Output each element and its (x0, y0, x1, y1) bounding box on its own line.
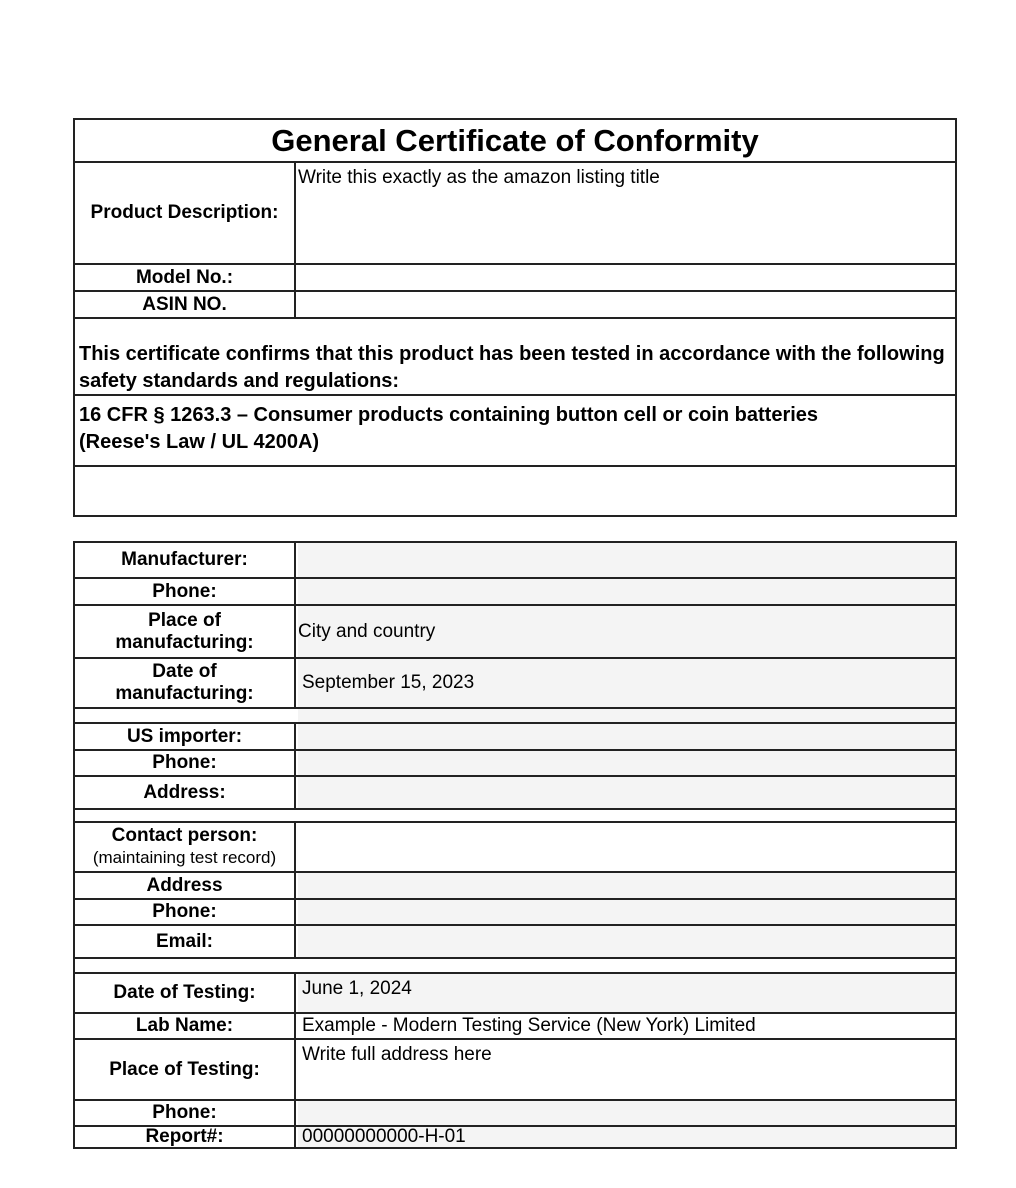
lab-name-row (75, 1012, 955, 1038)
contact-address-label: Address (75, 873, 296, 898)
spacer-row-2 (75, 808, 955, 821)
report-label: Report#: (75, 1127, 296, 1147)
contact-address-row (75, 871, 955, 898)
spacer-row-1 (75, 707, 955, 722)
details-table (73, 541, 957, 1149)
contact-person-label (75, 823, 296, 871)
page-title: General Certificate of Conformity (271, 122, 759, 158)
date-of-testing-field[interactable]: June 1, 2024 (298, 974, 955, 1012)
product-description-field[interactable]: Write this exactly as the amazon listing title (298, 167, 660, 188)
manufacturer-row (75, 543, 955, 577)
asin-label: ASIN NO. (75, 292, 296, 317)
manufacturer-field[interactable] (298, 543, 955, 577)
product-description-label: Product Description: (75, 163, 296, 263)
date-of-testing-row (75, 972, 955, 1012)
contact-phone-label: Phone: (75, 900, 296, 924)
place-of-testing-field[interactable]: Write full address here (302, 1044, 492, 1065)
date-of-manufacturing-label (75, 659, 296, 707)
contact-email-field[interactable] (298, 926, 955, 957)
extra-row-field[interactable] (75, 467, 955, 515)
contact-email-label: Email: (75, 926, 296, 957)
importer-address-label: Address: (75, 777, 296, 808)
place-of-manufacturing-field[interactable]: City and country (298, 606, 955, 657)
lab-phone-field[interactable] (298, 1101, 955, 1125)
us-importer-row (75, 722, 955, 749)
contact-phone-row (75, 898, 955, 924)
place-of-manufacturing-row (75, 604, 955, 657)
confirmation-row (75, 317, 955, 394)
standard-row (75, 394, 955, 465)
manufacturer-phone-label: Phone: (75, 579, 296, 604)
asin-field[interactable] (298, 292, 955, 317)
place-of-manufacturing-label-1: Place of (148, 609, 221, 631)
lab-name-field[interactable]: Example - Modern Testing Service (New York) Limited (302, 1015, 756, 1036)
importer-phone-row (75, 749, 955, 775)
manufacturer-phone-field[interactable] (298, 579, 955, 604)
importer-address-row (75, 775, 955, 808)
model-no-row (75, 263, 955, 290)
model-no-label: Model No.: (75, 265, 296, 290)
importer-phone-label: Phone: (75, 751, 296, 775)
manufacturer-phone-row (75, 577, 955, 604)
date-of-manufacturing-field[interactable]: September 15, 2023 (298, 659, 955, 707)
certificate-header-table (73, 118, 957, 517)
lab-phone-label: Phone: (75, 1101, 296, 1125)
contact-person-label-sub: (maintaining test record) (92, 848, 277, 867)
place-of-manufacturing-label (75, 606, 296, 657)
place-of-testing-label: Place of Testing: (75, 1040, 296, 1099)
place-of-manufacturing-label-2: manufacturing: (115, 631, 254, 653)
contact-person-row (75, 821, 955, 871)
importer-address-field[interactable] (298, 777, 955, 808)
lab-phone-row (75, 1099, 955, 1125)
product-description-row (75, 161, 955, 263)
date-of-manufacturing-label-1: Date of (152, 661, 217, 682)
us-importer-field[interactable] (298, 724, 955, 749)
report-row (75, 1125, 955, 1147)
us-importer-label: US importer: (75, 724, 296, 749)
contact-address-field[interactable] (298, 873, 955, 898)
extra-row (75, 465, 955, 515)
standard-line-2: (Reese's Law / UL 4200A) (79, 431, 320, 453)
standard-line-1: 16 CFR § 1263.3 – Consumer products containing button cell or coin batteries (79, 404, 819, 426)
date-of-manufacturing-label-2: manufacturing: (115, 683, 254, 704)
asin-row (75, 290, 955, 317)
lab-name-label: Lab Name: (75, 1014, 296, 1038)
contact-person-label-main: Contact person: (111, 825, 258, 846)
contact-person-field[interactable] (298, 823, 955, 871)
report-field[interactable]: 00000000000-H-01 (298, 1127, 955, 1147)
importer-phone-field[interactable] (298, 751, 955, 775)
confirmation-text: This certificate confirms that this product has been tested in accordance with the following safety standards and regulations: (79, 343, 945, 392)
contact-phone-field[interactable] (298, 900, 955, 924)
manufacturer-label: Manufacturer: (75, 543, 296, 577)
standard-text (75, 396, 955, 465)
date-of-testing-label: Date of Testing: (75, 974, 296, 1012)
model-no-field[interactable] (298, 265, 955, 290)
place-of-testing-row (75, 1038, 955, 1099)
date-of-manufacturing-row (75, 657, 955, 707)
spacer-row-3 (75, 957, 955, 972)
contact-email-row (75, 924, 955, 957)
